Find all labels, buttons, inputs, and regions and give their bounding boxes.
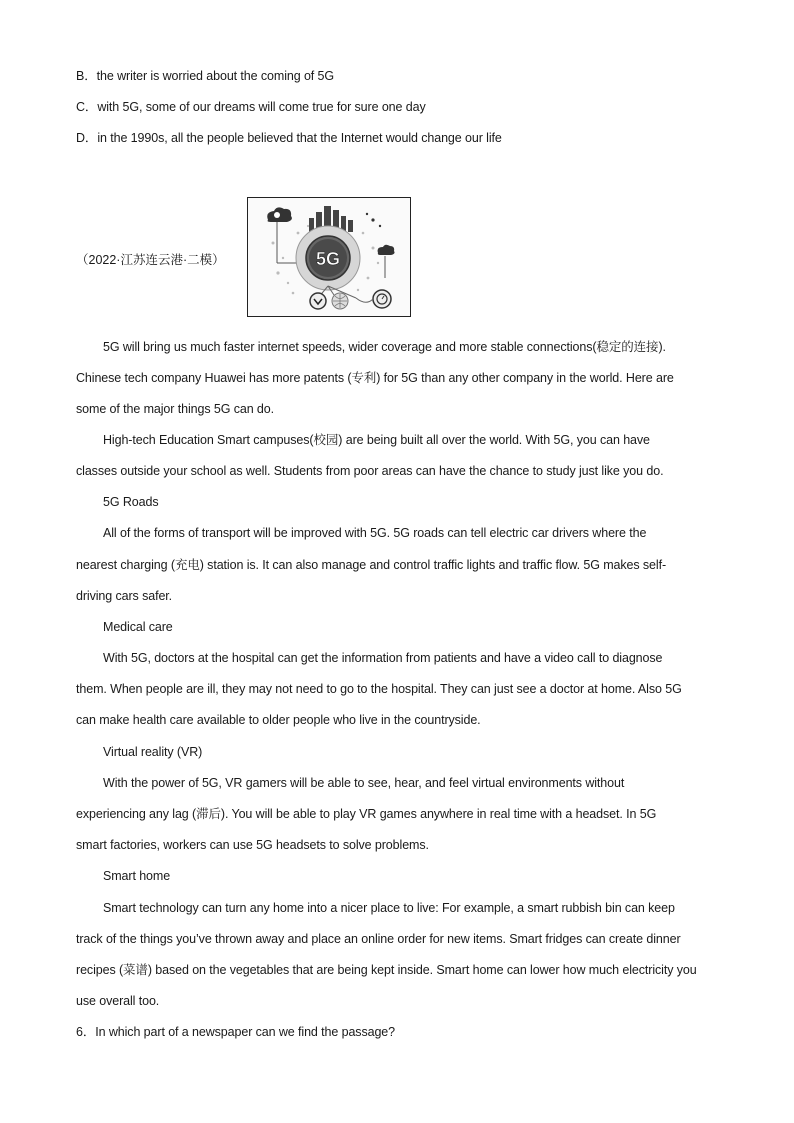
paragraph-3-line-3: driving cars safer. — [76, 589, 173, 603]
source-label: （2022·江苏连云港·二模） — [76, 253, 225, 267]
paragraph-6-line-4: use overall too. — [76, 994, 160, 1008]
paragraph-2-line-2: classes outside your school as well. Students from poor areas can have the chance to study just like you do. — [76, 464, 664, 478]
paragraph-5-line-2: experiencing any lag (滞后). You will be able to play VR games anywhere in real time with a headset. In 5G — [76, 807, 657, 821]
paragraph-4-line-3: can make health care available to older people who live in the countryside. — [76, 713, 481, 727]
paragraph-2-line-1: High-tech Education Smart campuses(校园) are being built all over the world. With 5G, you can have — [103, 433, 650, 447]
heading-5g-roads: 5G Roads — [103, 495, 159, 509]
5g-logo-text: 5G — [315, 249, 341, 269]
5g-illustration-graphic — [248, 198, 409, 315]
heading-virtual-reality: Virtual reality (VR) — [103, 745, 203, 759]
paragraph-1-line-3: some of the major things 5G can do. — [76, 402, 274, 416]
paragraph-5-line-3: smart factories, workers can use 5G headsets to solve problems. — [76, 838, 429, 852]
paragraph-5-line-1: With the power of 5G, VR gamers will be able to see, hear, and feel virtual environments without — [103, 776, 625, 790]
heading-smart-home: Smart home — [103, 869, 171, 883]
heading-medical-care: Medical care — [103, 620, 173, 634]
5g-illustration — [247, 197, 411, 317]
option-c: C．with 5G, some of our dreams will come true for sure one day — [76, 100, 426, 114]
paragraph-3-line-2: nearest charging (充电) station is. It can also manage and control traffic lights and traffic flow. 5G makes self- — [76, 558, 667, 572]
option-d: D．in the 1990s, all the people believed that the Internet would change our life — [76, 131, 502, 145]
paragraph-6-line-2: track of the things you’ve thrown away and place an online order for new items. Smart fridges can create dinner — [76, 932, 681, 946]
paragraph-4-line-2: them. When people are ill, they may not need to go to the hospital. They can just see a doctor at home. Also 5G — [76, 682, 682, 696]
paragraph-6-line-3: recipes (菜谱) based on the vegetables that are being kept inside. Smart home can lower how much electricity you — [76, 963, 697, 977]
paragraph-1-line-1: 5G will bring us much faster internet speeds, wider coverage and more stable connections(稳定的连接). — [103, 340, 666, 354]
paragraph-3-line-1: All of the forms of transport will be improved with 5G. 5G roads can tell electric car drivers where the — [103, 526, 647, 540]
paragraph-6-line-1: Smart technology can turn any home into a nicer place to live: For example, a smart rubbish bin can keep — [103, 901, 675, 915]
paragraph-1-line-2: Chinese tech company Huawei has more patents (专利) for 5G than any other company in the world. Here are — [76, 371, 674, 385]
option-b: B．the writer is worried about the coming of 5G — [76, 69, 335, 83]
question-6: 6．In which part of a newspaper can we find the passage? — [76, 1025, 396, 1039]
paragraph-4-line-1: With 5G, doctors at the hospital can get the information from patients and have a video call to diagnose — [103, 651, 663, 665]
